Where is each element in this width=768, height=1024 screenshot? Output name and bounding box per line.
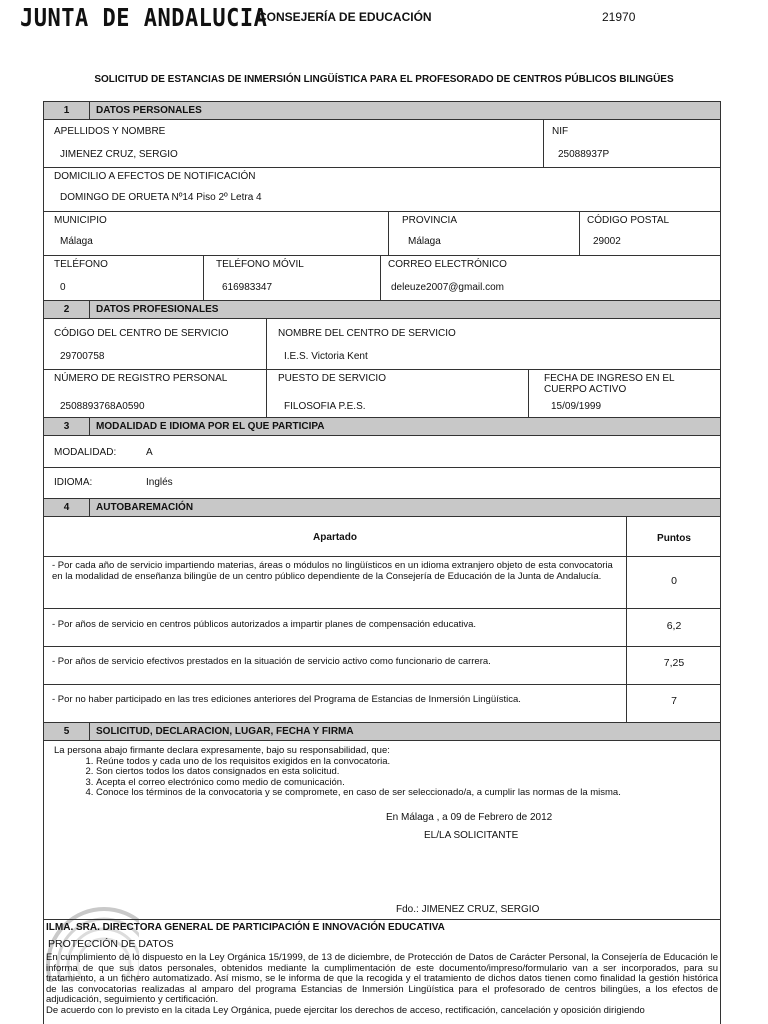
- section-number: 2: [44, 301, 90, 318]
- center-code-label: CÓDIGO DEL CENTRO DE SERVICIO: [54, 328, 229, 339]
- post-value: FILOSOFIA P.E.S.: [284, 401, 366, 412]
- puntos-header: Puntos: [657, 533, 691, 544]
- modality-label: MODALIDAD:: [54, 447, 117, 458]
- score-row-text: - Por cada año de servicio impartiendo materias, áreas o módulos no lingüísticos en un idioma extranjero objeto de esta convocatoria en la modalidad de enseñanza bilingüe de un centro público dependiente de la Consejería de Educación de la Junta de Andalucía.: [52, 560, 613, 582]
- score-row-points: 6,2: [666, 620, 682, 632]
- registry-value: 2508893768A0590: [60, 401, 145, 412]
- score-row-text: - Por no haber participado en las tres ediciones anteriores del Programa de Estancias de Inmersión Lingüística.: [52, 694, 521, 705]
- language-label: IDIOMA:: [54, 477, 93, 488]
- section-number: 5: [44, 723, 90, 740]
- section-2-header: [44, 300, 720, 319]
- email-value: deleuze2007@gmail.com: [391, 282, 504, 293]
- center-code-value: 29700758: [60, 351, 105, 362]
- phone-label: TELÉFONO: [54, 259, 108, 270]
- application-form: [43, 101, 721, 1024]
- nif-value: 25088937P: [558, 149, 610, 160]
- score-row-points: 7: [671, 695, 677, 707]
- center-name-label: NOMBRE DEL CENTRO DE SERVICIO: [278, 328, 456, 339]
- declaration-item: 3. Acepta el correo electrónico como medio de comunicación.: [96, 778, 714, 789]
- section-number: 4: [44, 499, 90, 516]
- section-title: MODALIDAD E IDIOMA POR EL QUE PARTICIPA: [96, 421, 325, 432]
- address-label: DOMICILIO A EFECTOS DE NOTIFICACIÓN: [54, 171, 256, 182]
- section-title: SOLICITUD, DECLARACION, LUGAR, FECHA Y FIRMA: [96, 726, 354, 737]
- center-name-value: I.E.S. Victoria Kent: [284, 351, 368, 362]
- score-row-text: - Por años de servicio en centros públicos autorizados a impartir planes de compensación educativa.: [52, 619, 477, 630]
- recipient: ILMA. SRA. DIRECTORA GENERAL DE PARTICIPACIÓN E INNOVACIÓN EDUCATIVA: [46, 922, 445, 933]
- section-title: AUTOBAREMACIÓN: [96, 502, 194, 513]
- phone-value: 0: [60, 282, 66, 293]
- declaration: [54, 746, 714, 799]
- score-row-points: 7,25: [663, 657, 685, 669]
- signer-label: EL/LA SOLICITANTE: [424, 830, 519, 841]
- protection-text-2: De acuerdo con lo previsto en la citada Ley Orgánica, puede ejercitar los derechos de acceso, rectificación, cancelación y oposición dirigiendo: [46, 1005, 645, 1016]
- declaration-item: 1. Reúne todos y cada uno de los requisitos exigidos en la convocatoria.: [96, 757, 714, 768]
- entry-date-value: 15/09/1999: [551, 401, 602, 412]
- section-title: DATOS PROFESIONALES: [96, 304, 219, 315]
- mobile-value: 616983347: [222, 282, 273, 293]
- municipio-label: MUNICIPIO: [54, 215, 107, 226]
- nif-label: NIF: [552, 126, 569, 137]
- section-number: 3: [44, 418, 90, 435]
- protection-title: PROTECCIÓN DE DATOS: [48, 938, 174, 950]
- declaration-item: 4. Conoce los términos de la convocatoria y se compromete, en caso de ser seleccionado/a, a cumplir las normas de la misma.: [96, 788, 714, 799]
- name-label: APELLIDOS Y NOMBRE: [54, 126, 166, 137]
- name-value: JIMENEZ CRUZ, SERGIO: [60, 149, 178, 160]
- protection-text: En cumplimiento de lo dispuesto en la Ley Orgánica 15/1999, de 13 de diciembre, de Protección de Datos de Carácter Personal, la Consejería de Educación le informa de que sus datos personales, obtenidos mediante la cumplimentación de este documento/impreso/formulario van a ser incorporados, para su tratamiento, a un fichero automatizado. Así mismo, se le informa de que la recogida y el tratamiento de dichos datos tienen como finalidad la gestión histórica de las convocatorias realizadas al amparo del programa Estancias de Inmersión Lingüística para el profesorado de centros bilingües, a los efectos de adjudicación, seguimiento y certificación.: [46, 952, 718, 1005]
- section-number: 1: [44, 102, 90, 119]
- post-label: PUESTO DE SERVICIO: [278, 373, 386, 384]
- apartado-header: Apartado: [313, 532, 357, 543]
- email-label: CORREO ELECTRÓNICO: [388, 259, 507, 270]
- junta-logo: JUNTA DE ANDALUCIA: [20, 4, 268, 33]
- language-value: Inglés: [146, 477, 173, 488]
- place-date: En Málaga , a 09 de Febrero de 2012: [386, 812, 553, 823]
- page-header: [0, 0, 768, 40]
- document-title: SOLICITUD DE ESTANCIAS DE INMERSIÓN LINGÜÍSTICA PARA EL PROFESORADO DE CENTROS PÚBLICOS BILINGÜES: [94, 74, 674, 85]
- mobile-label: TELÉFONO MÓVIL: [216, 259, 304, 270]
- declaration-intro: La persona abajo firmante declara expresamente, bajo su responsabilidad, que:: [54, 745, 390, 756]
- entry-date-label: FECHA DE INGRESO EN EL CUERPO ACTIVO: [544, 373, 675, 395]
- declaration-item: 2. Son ciertos todos los datos consignados en esta solicitud.: [96, 767, 714, 778]
- section-5-header: [44, 722, 720, 741]
- cp-value: 29002: [593, 236, 621, 247]
- municipio-value: Málaga: [60, 236, 93, 247]
- score-row-text: - Por años de servicio efectivos prestados en la situación de servicio activo como funcionario de carrera.: [52, 656, 491, 667]
- department-name: CONSEJERÍA DE EDUCACIÓN: [258, 10, 432, 24]
- score-row-points: 0: [671, 575, 677, 587]
- provincia-value: Málaga: [408, 236, 441, 247]
- provincia-label: PROVINCIA: [402, 215, 458, 226]
- section-4-header: [44, 498, 720, 517]
- section-title: DATOS PERSONALES: [96, 105, 202, 116]
- modality-value: A: [146, 447, 153, 458]
- section-3-header: [44, 417, 720, 436]
- form-code: 21970: [602, 10, 636, 24]
- signature-line: Fdo.: JIMENEZ CRUZ, SERGIO: [396, 904, 540, 915]
- section-1-header: [44, 101, 720, 120]
- registry-label: NÚMERO DE REGISTRO PERSONAL: [54, 373, 228, 384]
- cp-label: CÓDIGO POSTAL: [587, 215, 670, 226]
- address-value: DOMINGO DE ORUETA Nº14 Piso 2º Letra 4: [60, 192, 262, 203]
